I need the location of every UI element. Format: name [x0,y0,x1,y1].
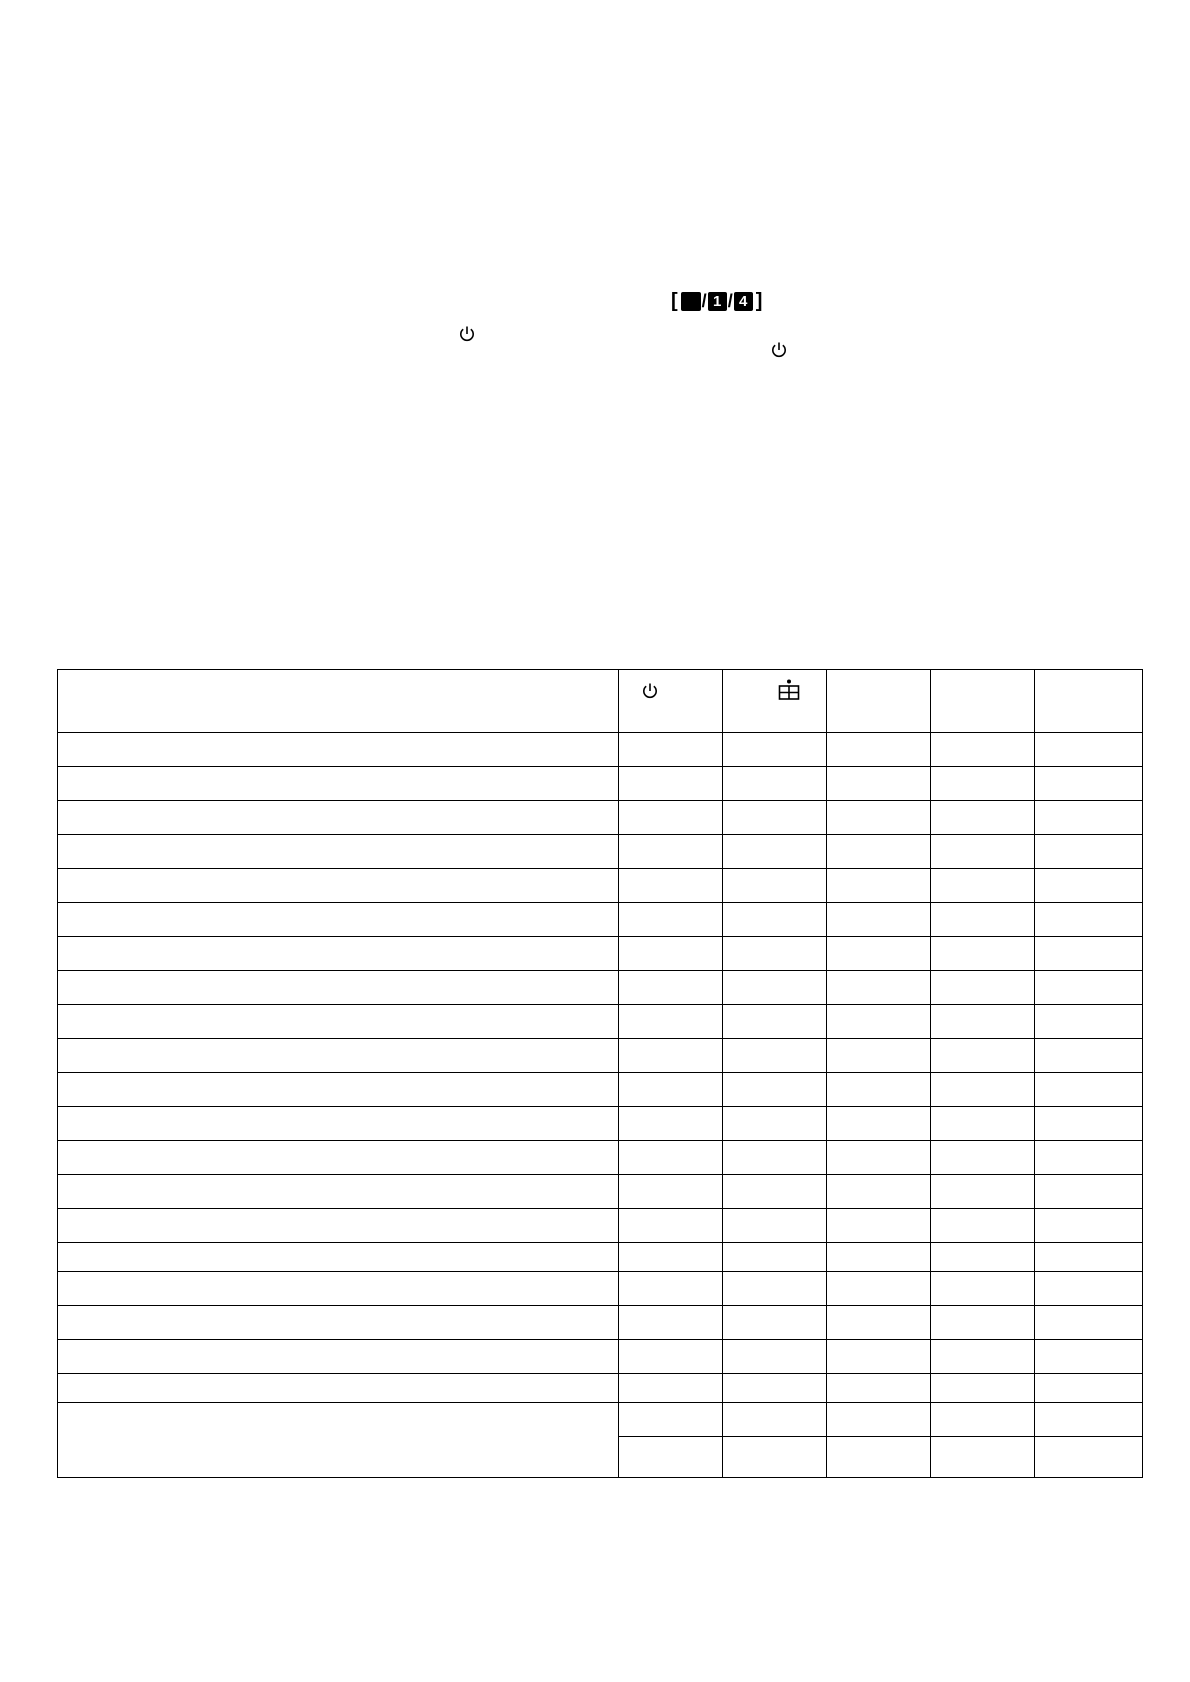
table-cell [931,1209,1035,1243]
table-cell [1035,1243,1143,1272]
table-cell [58,801,619,835]
table-cell [1035,1039,1143,1073]
table-cell [931,1306,1035,1340]
table-cell [827,835,931,869]
table-cell [619,1107,723,1141]
table-cell [827,869,931,903]
table-header-row [58,670,1143,733]
table-cell [723,1272,827,1306]
table-cell [619,903,723,937]
table-cell [827,767,931,801]
table-cell [931,1107,1035,1141]
table-cell [827,1243,931,1272]
table-cell [723,1175,827,1209]
table-cell [58,1209,619,1243]
table-cell [931,869,1035,903]
table-cell [58,733,619,767]
table-cell [827,1306,931,1340]
table-cell [1035,1306,1143,1340]
table-row [58,1306,1143,1340]
table-cell [931,1073,1035,1107]
table-cell [58,1175,619,1209]
table-cell [619,1005,723,1039]
table-cell [723,869,827,903]
table-cell [619,767,723,801]
table-cell [619,937,723,971]
table-cell [827,1437,931,1478]
table-cell [931,1243,1035,1272]
table-cell [723,801,827,835]
table-cell [723,1437,827,1478]
table-row [58,1141,1143,1175]
table-cell [1035,1005,1143,1039]
table-cell [723,1141,827,1175]
table-cell [58,1073,619,1107]
power-icon [458,325,476,343]
table-row [58,733,1143,767]
table-cell [723,1243,827,1272]
table-cell [58,1141,619,1175]
header-cell-col-3 [827,670,931,733]
table-cell [1035,733,1143,767]
table-row [58,1175,1143,1209]
table-cell [619,1141,723,1175]
table-cell [931,835,1035,869]
mode-badge-open-bracket: [ [671,290,678,312]
header-cell-description [58,670,619,733]
table-cell [723,733,827,767]
table-row [58,1243,1143,1272]
table-cell [1035,835,1143,869]
table-cell [619,1039,723,1073]
table-cell [619,1175,723,1209]
table-cell [723,1039,827,1073]
table-cell [619,1243,723,1272]
table-row [58,1073,1143,1107]
table-cell [931,767,1035,801]
table-cell [619,1272,723,1306]
mode-badge [668,289,765,313]
table-cell [723,1403,827,1437]
settings-table [57,669,1143,1478]
table-cell [58,903,619,937]
table-cell [827,1073,931,1107]
table-cell [723,971,827,1005]
table-row [58,1005,1143,1039]
table-cell [58,971,619,1005]
table-cell [1035,1175,1143,1209]
table-cell [619,971,723,1005]
table-cell [931,733,1035,767]
table-cell [1035,971,1143,1005]
table-cell [827,1141,931,1175]
table-cell [827,733,931,767]
table-cell [827,971,931,1005]
table-row [58,1374,1143,1403]
table-cell [931,937,1035,971]
table-cell [931,1437,1035,1478]
table-cell [1035,801,1143,835]
table-cell [619,1340,723,1374]
table-cell [931,1175,1035,1209]
table-cell [827,1272,931,1306]
table-row [58,835,1143,869]
table-row [58,767,1143,801]
table-cell [619,1374,723,1403]
table-cell [58,1039,619,1073]
table-cell [827,1340,931,1374]
mode-badge-separator: / [701,291,707,311]
table-cell [931,1141,1035,1175]
table-cell [619,1306,723,1340]
table-cell [58,1107,619,1141]
table-cell [619,1437,723,1478]
table-cell [931,1039,1035,1073]
table-cell [619,869,723,903]
table-cell [931,1340,1035,1374]
table-row [58,869,1143,903]
table-cell [723,1209,827,1243]
table-row [58,801,1143,835]
table-cell [827,1403,931,1437]
table-cell [1035,1403,1143,1437]
table-cell [619,1209,723,1243]
table-cell [619,801,723,835]
table-cell [58,1340,619,1374]
table-cell [58,1306,619,1340]
mode-badge-separator: / [727,291,733,311]
table-cell [827,903,931,937]
table-cell [1035,1209,1143,1243]
power-icon [770,341,788,359]
table-row [58,1272,1143,1306]
table-cell [58,937,619,971]
table-cell [827,1175,931,1209]
table-cell [723,1073,827,1107]
mode-badge-blank-box [681,292,701,311]
battery-icon [723,670,826,704]
table-cell [619,1073,723,1107]
table-cell [1035,903,1143,937]
table-cell [723,1306,827,1340]
mode-badge-num1: 1 [708,292,727,311]
table-row [58,1340,1143,1374]
mode-badge-num2: 4 [734,292,753,311]
table-cell [58,1272,619,1306]
table-cell [619,835,723,869]
table-cell [827,1039,931,1073]
table-cell [723,1107,827,1141]
header-cell-col-5 [1035,670,1143,733]
table-cell [723,835,827,869]
table-cell [619,733,723,767]
table-cell [58,1005,619,1039]
table-cell [58,1243,619,1272]
table-cell [827,1107,931,1141]
table-row [58,903,1143,937]
table-cell [723,903,827,937]
mode-badge-close-bracket: ] [755,290,763,312]
table-cell [1035,767,1143,801]
table-cell [723,1340,827,1374]
table-cell [931,1374,1035,1403]
table-cell [58,869,619,903]
table-row [58,1039,1143,1073]
table-row [58,971,1143,1005]
table-cell [58,767,619,801]
table-row [58,1107,1143,1141]
table-row [58,937,1143,971]
table-cell [1035,1340,1143,1374]
table-cell [827,1374,931,1403]
power-icon [619,670,722,700]
table-cell-merged [58,1403,619,1478]
header-cell-col-4 [931,670,1035,733]
table-cell [723,1005,827,1039]
table-cell [827,801,931,835]
table-row [58,1209,1143,1243]
table-cell [1035,1141,1143,1175]
table-cell [1035,1374,1143,1403]
table-cell [827,937,931,971]
table-row [58,1403,1143,1437]
table-cell [1035,869,1143,903]
table-cell [58,1374,619,1403]
table-cell [723,767,827,801]
table-cell [1035,1073,1143,1107]
table-cell [619,1403,723,1437]
table-cell [1035,1437,1143,1478]
table-cell [931,1005,1035,1039]
table-cell [931,1272,1035,1306]
table-cell [931,903,1035,937]
table-cell [931,1403,1035,1437]
header-cell-power [619,670,723,733]
table-cell [723,937,827,971]
header-cell-battery [723,670,827,733]
table-cell [723,1374,827,1403]
table-cell [1035,937,1143,971]
table-cell [827,1209,931,1243]
table-cell [1035,1107,1143,1141]
table-cell [931,971,1035,1005]
table-cell [1035,1272,1143,1306]
table-cell [827,1005,931,1039]
table-cell [931,801,1035,835]
table-cell [58,835,619,869]
